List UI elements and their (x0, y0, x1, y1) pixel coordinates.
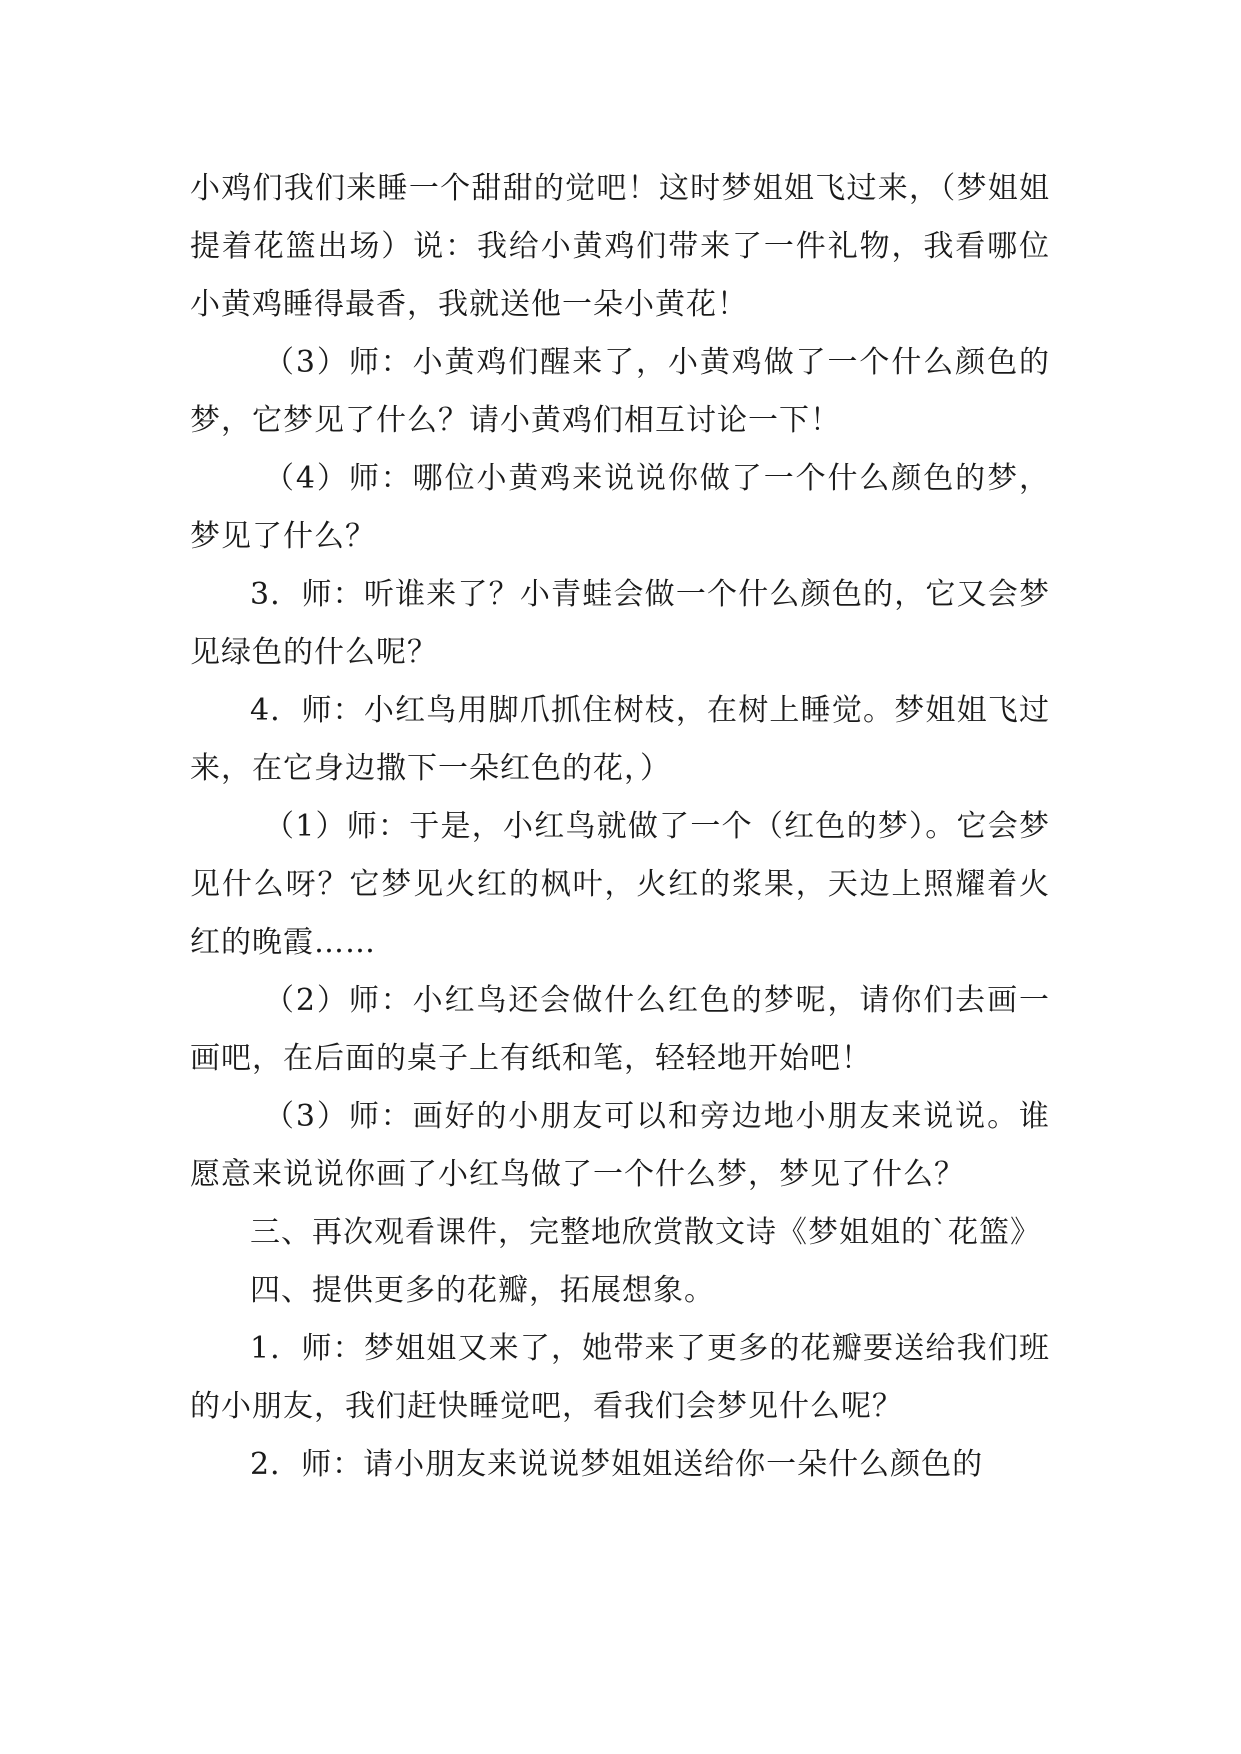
paragraph-3: （4）师：哪位小黄鸡来说说你做了一个什么颜色的梦，梦见了什么？ (190, 461, 1050, 554)
paragraph-1: 小鸡们我们来睡一个甜甜的觉吧！这时梦姐姐飞过来，（梦姐姐提着花篮出场）说：我给小黄鸡们带来了一件礼物，我看哪位小黄鸡睡得最香，我就送他一朵小黄花！ (190, 171, 1050, 322)
document-body (190, 160, 1050, 1494)
paragraph-12: 2．师：请小朋友来说说梦姐姐送给你一朵什么颜色的 (250, 1447, 984, 1482)
paragraph-9: 三、再次观看课件，完整地欣赏散文诗《梦姐姐的`花篮》 (250, 1215, 1041, 1250)
paragraph-11: 1．师：梦姐姐又来了，她带来了更多的花瓣要送给我们班的小朋友，我们赶快睡觉吧，看我们会梦见什么呢？ (190, 1331, 1050, 1424)
paragraph-5: 4．师：小红鸟用脚爪抓住树枝，在树上睡觉。梦姐姐飞过来，在它身边撒下一朵红色的花，） (190, 693, 1050, 786)
paragraph-6: （1）师：于是，小红鸟就做了一个（红色的梦）。它会梦见什么呀？它梦见火红的枫叶，火红的浆果，天边上照耀着火红的晚霞…… (190, 809, 1050, 960)
paragraph-7: （2）师：小红鸟还会做什么红色的梦呢，请你们去画一画吧，在后面的桌子上有纸和笔，轻轻地开始吧！ (190, 983, 1050, 1076)
paragraph-4: 3．师：听谁来了？小青蛙会做一个什么颜色的，它又会梦见绿色的什么呢？ (190, 577, 1050, 670)
paragraph-2: （3）师：小黄鸡们醒来了，小黄鸡做了一个什么颜色的梦，它梦见了什么？请小黄鸡们相互讨论一下！ (190, 345, 1050, 438)
paragraph-8: （3）师：画好的小朋友可以和旁边地小朋友来说说。谁愿意来说说你画了小红鸟做了一个什么梦，梦见了什么？ (190, 1099, 1050, 1192)
paragraph-10: 四、提供更多的花瓣，拓展想象。 (250, 1273, 715, 1308)
